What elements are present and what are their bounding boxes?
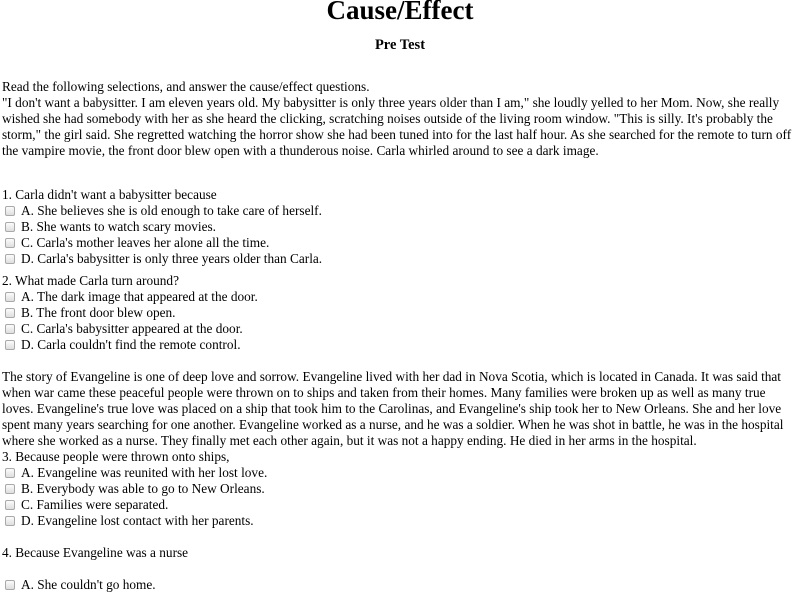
question-text: 2. What made Carla turn around?	[2, 273, 179, 288]
spacer	[2, 159, 794, 187]
option-label: A. The dark image that appeared at the door.	[21, 289, 258, 304]
option-label: C. Carla's babysitter appeared at the door.	[21, 321, 243, 336]
question-text: 3. Because people were thrown onto ships,	[2, 449, 230, 464]
checkbox[interactable]	[5, 340, 15, 350]
option-label: C. Families were separated.	[21, 497, 169, 512]
option-3c[interactable]	[2, 497, 794, 513]
checkbox[interactable]	[5, 222, 15, 232]
option-1a[interactable]	[2, 203, 794, 219]
question-text: 1. Carla didn't want a babysitter because	[2, 187, 217, 202]
checkbox[interactable]	[5, 580, 15, 590]
checkbox[interactable]	[5, 206, 15, 216]
option-3b[interactable]	[2, 481, 794, 497]
passage-evangeline: The story of Evangeline is one of deep love and sorrow. Evangeline lived with her dad in Nova Scotia, which is located in Canada. It was said that when war came these peaceful people were thrown on to ships and taken from their homes. Many families were broken up as well as many true loves. Evangeline's true love was placed on a ship that took him to the Carolinas, and Evangeline's ship took her to New Orleans. She and her love spent many years searching for one another. Evangeline worked as a nurse, and he was a soldier. When he was shot in battle, he was in the hospital where she worked as a nurse. They finally met each other again, but it was not a happy ending. He died in her arms in the hospital.	[2, 369, 784, 448]
checkbox[interactable]	[5, 516, 15, 526]
option-label: B. She wants to watch scary movies.	[21, 219, 216, 234]
option-label: C. Carla's mother leaves her alone all the time.	[21, 235, 270, 250]
option-label: D. Carla's babysitter is only three years older than Carla.	[21, 251, 323, 266]
checkbox[interactable]	[5, 324, 15, 334]
option-2d[interactable]	[2, 337, 794, 353]
option-1c[interactable]	[2, 235, 794, 251]
option-label: A. Evangeline was reunited with her lost love.	[21, 465, 268, 480]
test-content	[2, 79, 794, 593]
checkbox[interactable]	[5, 254, 15, 264]
option-2b[interactable]	[2, 305, 794, 321]
option-3d[interactable]	[2, 513, 794, 529]
option-4a[interactable]	[2, 577, 794, 593]
passage-carla: "I don't want a babysitter. I am eleven years old. My babysitter is only three years older than I am," she loudly yelled to her Mom. Now, she really wished she had somebody with her as she heard the clicking, scratching noises outside of the living room window. "This is silly. It's probably the storm," the girl said. She regretted watching the horror show she had been tuned into for the last half hour. As she searched for the remote to turn off the vampire movie, the front door blew open with a thunderous noise. Carla whirled around to see a dark image.	[2, 95, 792, 158]
spacer	[2, 529, 794, 545]
option-1b[interactable]	[2, 219, 794, 235]
checkbox[interactable]	[5, 292, 15, 302]
spacer	[2, 561, 794, 577]
checkbox[interactable]	[5, 468, 15, 478]
option-2a[interactable]	[2, 289, 794, 305]
question-text: 4. Because Evangeline was a nurse	[2, 545, 189, 560]
spacer	[2, 353, 794, 369]
page-title: Cause/Effect	[326, 0, 474, 25]
option-label: B. Everybody was able to go to New Orleans.	[21, 481, 265, 496]
question-2	[2, 273, 794, 353]
option-label: D. Evangeline lost contact with her parents.	[21, 513, 254, 528]
checkbox[interactable]	[5, 308, 15, 318]
option-label: B. The front door blew open.	[21, 305, 176, 320]
option-label: A. She believes she is old enough to take care of herself.	[21, 203, 322, 218]
checkbox[interactable]	[5, 500, 15, 510]
instructions: Read the following selections, and answer the cause/effect questions.	[2, 79, 370, 94]
question-1	[2, 187, 794, 267]
checkbox[interactable]	[5, 484, 15, 494]
option-label: A. She couldn't go home.	[21, 577, 156, 592]
option-3a[interactable]	[2, 465, 794, 481]
option-2c[interactable]	[2, 321, 794, 337]
option-1d[interactable]	[2, 251, 794, 267]
question-3	[2, 449, 794, 529]
checkbox[interactable]	[5, 238, 15, 248]
option-label: D. Carla couldn't find the remote control.	[21, 337, 241, 352]
question-4	[2, 545, 794, 593]
page-subtitle: Pre Test	[374, 37, 426, 53]
